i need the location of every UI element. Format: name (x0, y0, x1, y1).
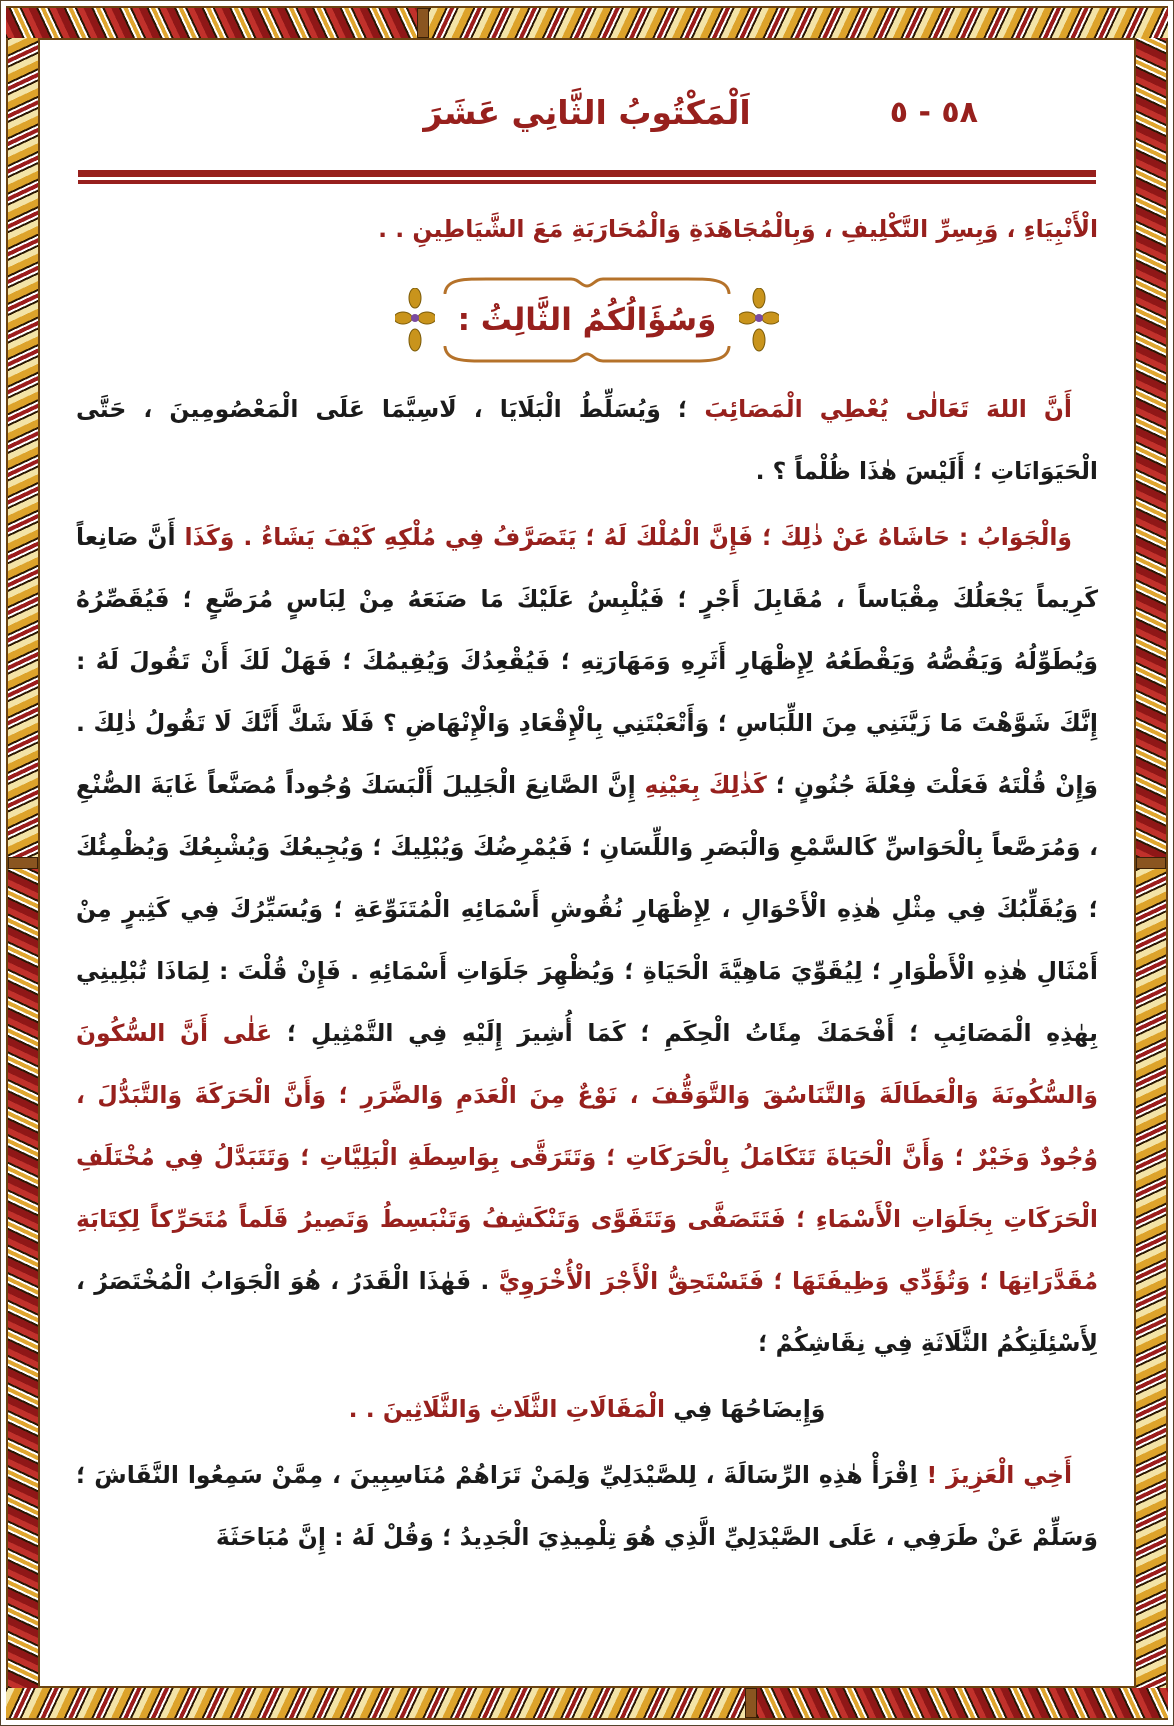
text-segment-red: أَنَّ اللهَ تَعَالٰى يُعْطِي الْمَصَائِبَ (687, 395, 1072, 423)
ornamental-border-top (6, 6, 1168, 40)
text-segment-red: عَلٰى أَنَّ السُّكُونَ وَالسُّكُونَةَ وَالْعَطَالَةَ وَالتَّنَاسُقَ وَالتَّوَقُّفَ ، نَوْعٌ مِنَ الْعَدَمِ وَالضَّرَرِ ؛ وَأَنَّ الْحَرَكَةَ وَالتَّبَدُّلَ ، وُجُودٌ وَخَيْرٌ ؛ وَأَنَّ الْحَيَاةَ تَتَكَامَلُ بِالْحَرَكَاتِ ؛ وَتَتَرَقَّى بِوَاسِطَةِ الْبَلِيَّاتِ ؛ وَتَتَبَدَّلُ فِي مُخْتَلَفِ الْحَرَكَاتِ بِجَلَوَاتِ الْأَسْمَاءِ ؛ فَتَتَصَفَّى وَتَتَقَوَّى وَتَنْكَشِفُ وَتَنْبَسِطُ وَتَصِيرُ قَلَماً مُتَحَرِّكاً لِكِتَابَةِ مُقَدَّرَاتِهَا ؛ وَتُؤَدِّي وَظِيفَتَهَا ؛ فَتَسْتَحِقُّ الْأَجْرَ الْأُخْرَوِيَّ (76, 1019, 1098, 1295)
chain-pattern-gold (429, 8, 1168, 38)
text-segment-red: كَذٰلِكَ بِعَيْنِهِ (635, 771, 767, 799)
paragraph-answer (76, 506, 1098, 1374)
cartouche-center (437, 270, 737, 370)
border-connector (417, 8, 429, 38)
chain-pattern-red (8, 869, 38, 1688)
chain-pattern-red (1136, 38, 1166, 857)
cartouche-top-brace (437, 270, 737, 294)
chain-pattern-gold (6, 1688, 745, 1718)
text-segment-black: وَإِيضَاحُهَا فِي (665, 1395, 826, 1423)
chain-pattern-red (757, 1688, 1168, 1718)
text-segment-black: . فَهٰذَا الْقَدَرُ ، هُوَ الْجَوَابُ الْمُخْتَصَرُ ، لِأَسْئِلَتِكُمُ الثَّلَاثَةِ فِي نِقَاشِكُمْ ؛ (76, 1267, 1098, 1357)
page-content (42, 40, 1132, 1686)
section-heading-cartouche (395, 270, 779, 370)
border-connector (8, 857, 38, 869)
cartouche-bottom-brace (437, 346, 737, 370)
border-connector (1136, 857, 1166, 869)
ornamental-border-right (1134, 38, 1168, 1688)
double-rule-divider (78, 170, 1096, 184)
text-segment-black: أَنَّ صَانِعاً كَرِيماً يَجْعَلُكَ مِقْيَاساً ، مُقَابِلَ أَجْرٍ ؛ فَيُلْبِسُ عَلَيْكَ مَا صَنَعَهُ مِنْ لِبَاسٍ مُرَصَّعٍ ؛ فَيُقَصِّرُهُ وَيُطَوِّلُهُ وَيَقُصُّهُ وَيَقْطَعُهُ لِإِظْهَارِ أَثَرِهِ وَمَهَارَتِهِ ؛ فَيُقْعِدُكَ وَيُقِيمُكَ ؛ فَهَلْ لَكَ أَنْ تَقُولَ لَهُ : إِنَّكَ شَوَّهْتَ مَا زَيَّنَنِي مِنَ اللِّبَاسِ ؛ وَأَتْعَبْتَنِي بِالْإِقْعَادِ وَالْإِنْهَاضِ ؟ فَلَا شَكَّ أَنَّكَ لَا تَقُولُ ذٰلِكَ . وَإِنْ قُلْتَهُ فَعَلْتَ فِعْلَةَ جُنُونٍ ؛ (76, 523, 1098, 799)
section-heading: وَسُؤَالُكُمُ الثَّالِثُ : (457, 302, 717, 338)
page-header (76, 80, 1098, 146)
paragraph-greeting (76, 1444, 1098, 1568)
ornamental-border-bottom (6, 1686, 1168, 1720)
body-text (76, 198, 1098, 1568)
paragraph-closing (76, 1378, 1098, 1440)
text-segment-black: اِقْرَأْ هٰذِهِ الرِّسَالَةَ ، لِلصَّيْدَلِيِّ وَلِمَنْ تَرَاهُمْ مُنَاسِبِينَ ، مِمَّنْ سَمِعُوا النَّقَاشَ ؛ وَسَلِّمْ عَنْ طَرَفِي ، عَلَى الصَّيْدَلِيِّ الَّذِي هُوَ تِلْمِيذِيَ الْجَدِيدُ ؛ وَقُلْ لَهُ : إِنَّ مُبَاحَثَةَ (76, 1461, 1098, 1551)
text-segment-red: أَخِي الْعَزِيزَ ! (917, 1461, 1073, 1489)
gold-floral-ornament-icon (739, 288, 779, 352)
chain-pattern-gold (8, 38, 38, 857)
ornamental-border-left (6, 38, 40, 1688)
border-connector (745, 1688, 757, 1718)
paragraph-question (76, 378, 1098, 502)
page-number: ٥٨ - ٥ (889, 95, 978, 130)
chain-pattern-gold (1136, 869, 1166, 1688)
chain-pattern-red (6, 8, 417, 38)
text-segment-black: إِنَّ الصَّانِعَ الْجَلِيلَ أَلْبَسَكَ وُجُوداً مُصَنَّعاً غَايَةَ الصُّنْعِ ، وَمُرَصَّعاً بِالْحَوَاسِّ كَالسَّمْعِ وَالْبَصَرِ وَاللِّسَانِ ؛ فَيُمْرِضُكَ وَيُبْلِيكَ ؛ وَيُجِيعُكَ وَيُشْبِعُكَ وَيُظْمِئُكَ ؛ وَيُقَلِّبُكَ فِي مِثْلِ هٰذِهِ الْأَحْوَالِ ، لِإِظْهَارِ نُقُوشِ أَسْمَائِهِ الْمُتَنَوِّعَةِ ؛ وَيُسَيِّرُكَ فِي كَثِيرٍ مِنْ أَمْثَالِ هٰذِهِ الْأَطْوَارِ ؛ لِيُقَوِّيَ مَاهِيَّةَ الْحَيَاةِ ؛ وَيُظْهِرَ جَلَوَاتِ أَسْمَائِهِ . فَإِنْ قُلْتَ : لِمَاذَا تُبْلِينِي بِهٰذِهِ الْمَصَائِبِ ؛ أَفْحَمَكَ مِئَاتُ الْحِكَمِ ؛ كَمَا أُشِيرَ إِلَيْهِ فِي التَّمْثِيلِ ؛ (76, 771, 1098, 1047)
paragraph-continuation (76, 198, 1098, 260)
text-segment-red: وَالْجَوَابُ : حَاشَاهُ عَنْ ذٰلِكَ ؛ فَإِنَّ الْمُلْكَ لَهُ ؛ يَتَصَرَّفُ فِي مُلْكِهِ كَيْفَ يَشَاءُ . وَكَذَا (175, 523, 1072, 551)
text-segment-red: الْأَنْبِيَاءِ ، وَبِسِرِّ التَّكْلِيفِ ، وَبِالْمُجَاهَدَةِ وَالْمُحَارَبَةِ مَعَ الشَّيَاطِينِ . . (378, 215, 1098, 243)
text-segment-black: ؛ وَيُسَلِّطُ الْبَلَايَا ، لَاسِيَّمَا عَلَى الْمَعْصُومِينَ ، حَتَّى الْحَيَوَانَاتِ ؛ أَلَيْسَ هٰذَا ظُلْماً ؟ . (76, 395, 1098, 485)
text-segment-red: الْمَقَالَاتِ الثَّلَاثِ وَالثَّلَاثِينَ . . (348, 1395, 666, 1423)
gold-floral-ornament-icon (395, 288, 435, 352)
page-title: اَلْمَكْتُوبُ الثَّانِي عَشَرَ (423, 93, 751, 132)
